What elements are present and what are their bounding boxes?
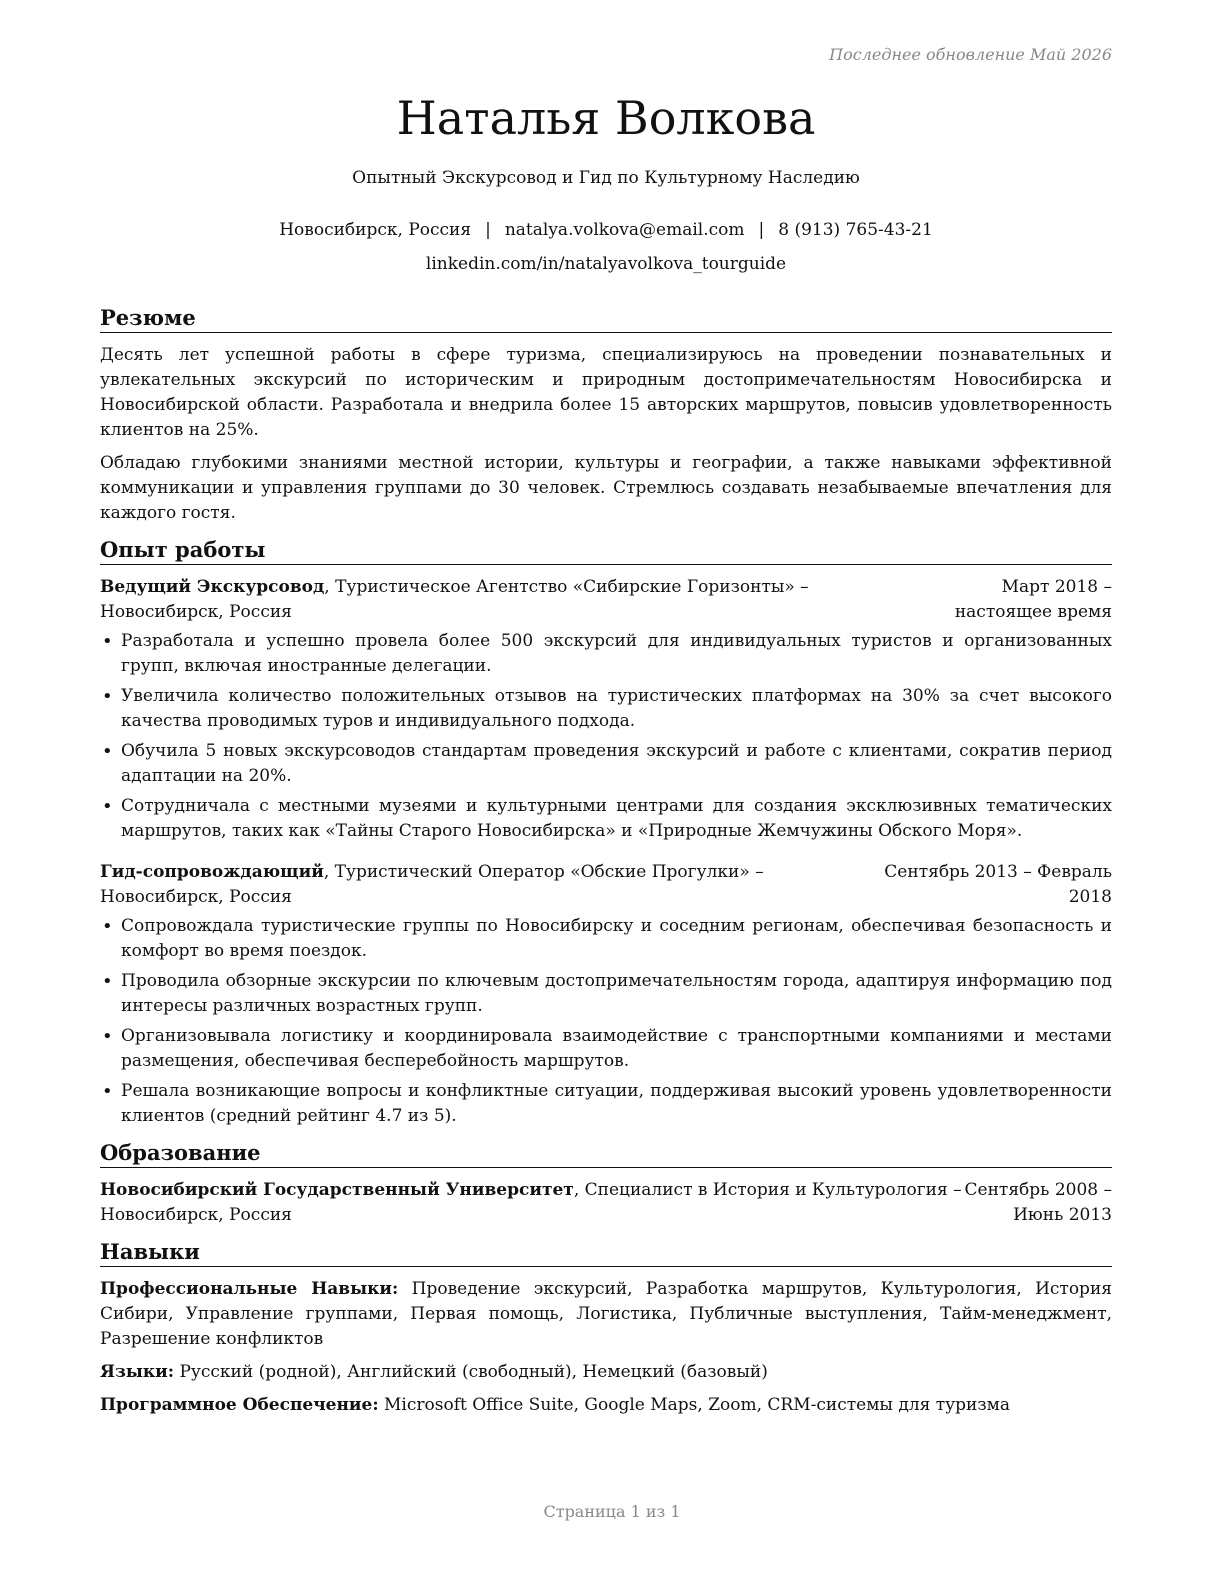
job-bullets [100,629,1112,844]
list-item: • Сопровождала туристические группы по Новосибирску и соседним регионам, обеспечивая безопасность и комфорт во время поездок. [100,914,1112,964]
job-company: , Туристический Оператор «Обские Прогулки» – Новосибирск, Россия [100,862,764,907]
job-role: Ведущий Экскурсовод [100,577,325,597]
skill-value: Microsoft Office Suite, Google Maps, Zoom, CRM-системы для туризма [378,1395,1011,1415]
education-degree: , Специалист в История и Культурология – Новосибирск, Россия [100,1180,962,1225]
resume-content [100,304,1112,1428]
contact-line [100,220,1112,240]
separator: | [485,220,491,240]
skill-software [100,1393,1112,1418]
last-updated: Последнее обновление Май 2026 [829,45,1112,64]
job-entry [100,575,1112,844]
education-dates: Сентябрь 2008 – Июнь 2013 [964,1180,1112,1225]
location: Новосибирск, Россия [279,220,472,240]
section-title-summary: Резюме [100,304,1112,333]
job-bullets [100,914,1112,1129]
skill-value: Проведение экскурсий, Разработка маршрутов, Культурология, История Сибири, Управление группами, Первая помощь, Логистика, Публичные выступления, Тайм-менеджмент, Разрешение конфликтов [100,1279,1112,1349]
education-section [100,1139,1112,1228]
list-item: • Проводила обзорные экскурсии по ключевым достопримечательностям города, адаптируя информацию под интересы различных возрастных групп. [100,969,1112,1019]
job-info [100,575,922,625]
experience-section [100,536,1112,1129]
skill-languages [100,1360,1112,1385]
phone: 8 (913) 765-43-21 [778,220,933,240]
job-company: , Туристическое Агентство «Сибирские Горизонты» – Новосибирск, Россия [100,577,809,622]
job-title: Опытный Экскурсовод и Гид по Культурному Наследию [352,168,860,188]
email-link[interactable]: natalya.volkova@email.com [504,220,745,240]
section-title-experience: Опыт работы [100,536,1112,565]
job-header [100,860,1112,910]
skills-section [100,1238,1112,1418]
summary-section [100,304,1112,526]
page-number: Страница 1 из 1 [543,1502,681,1521]
education-entry [100,1178,1112,1228]
list-item: • Организовывала логистику и координировала взаимодействие с транспортными компаниями и местами размещения, обеспечивая бесперебойность маршрутов. [100,1024,1112,1074]
education-info [100,1178,962,1228]
job-info [100,860,872,910]
person-name: Наталья Волкова [396,91,816,145]
skill-value: Русский (родной), Английский (свободный), Немецкий (базовый) [174,1362,768,1382]
skill-label: Языки: [100,1362,175,1382]
skill-label: Профессиональные Навыки: [100,1279,399,1299]
summary-paragraph: Обладаю глубокими знаниями местной истории, культуры и географии, а также навыками эффективной коммуникации и управления группами до 30 человек. Стремлюсь создавать незабываемые впечатления для каждого гостя. [100,453,1112,523]
list-item: • Решала возникающие вопросы и конфликтные ситуации, поддерживая высокий уровень удовлетворенности клиентов (средний рейтинг 4.7 из 5). [100,1079,1112,1129]
list-item: • Сотрудничала с местными музеями и культурными центрами для создания эксклюзивных тематических маршрутов, таких как «Тайны Старого Новосибирска» и «Природные Жемчужины Обского Моря». [100,794,1112,844]
skill-label: Программное Обеспечение: [100,1395,379,1415]
skill-professional [100,1277,1112,1352]
separator: | [758,220,765,240]
section-title-skills: Навыки [100,1238,1112,1267]
summary-paragraph: Десять лет успешной работы в сфере туризма, специализируюсь на проведении познавательных и увлекательных экскурсий по историческим и природным достопримечательностям Новосибирска и Новосибирской области. Разработала и внедрила более 15 авторских маршрутов, повысив удовлетворенность клиентов на 25%. [100,345,1112,440]
section-title-education: Образование [100,1139,1112,1168]
job-dates: Сентябрь 2013 – Февраль 2018 [884,862,1112,907]
education-institution: Новосибирский Государственный Университет [100,1180,574,1200]
job-role: Гид-сопровождающий [100,862,324,882]
job-entry [100,860,1112,1129]
job-header [100,575,1112,625]
list-item: • Разработала и успешно провела более 500 экскурсий для индивидуальных туристов и организованных групп, включая иностранные делегации. [100,629,1112,679]
job-dates: Март 2018 – настоящее время [954,577,1112,622]
list-item: • Обучила 5 новых экскурсоводов стандартам проведения экскурсий и работе с клиентами, сократив период адаптации на 20%. [100,739,1112,789]
linkedin-link[interactable]: linkedin.com/in/natalyavolkova_tourguide [425,254,787,274]
list-item: • Увеличила количество положительных отзывов на туристических платформах на 30% за счет высокого качества проводимых туров и индивидуального подхода. [100,684,1112,734]
